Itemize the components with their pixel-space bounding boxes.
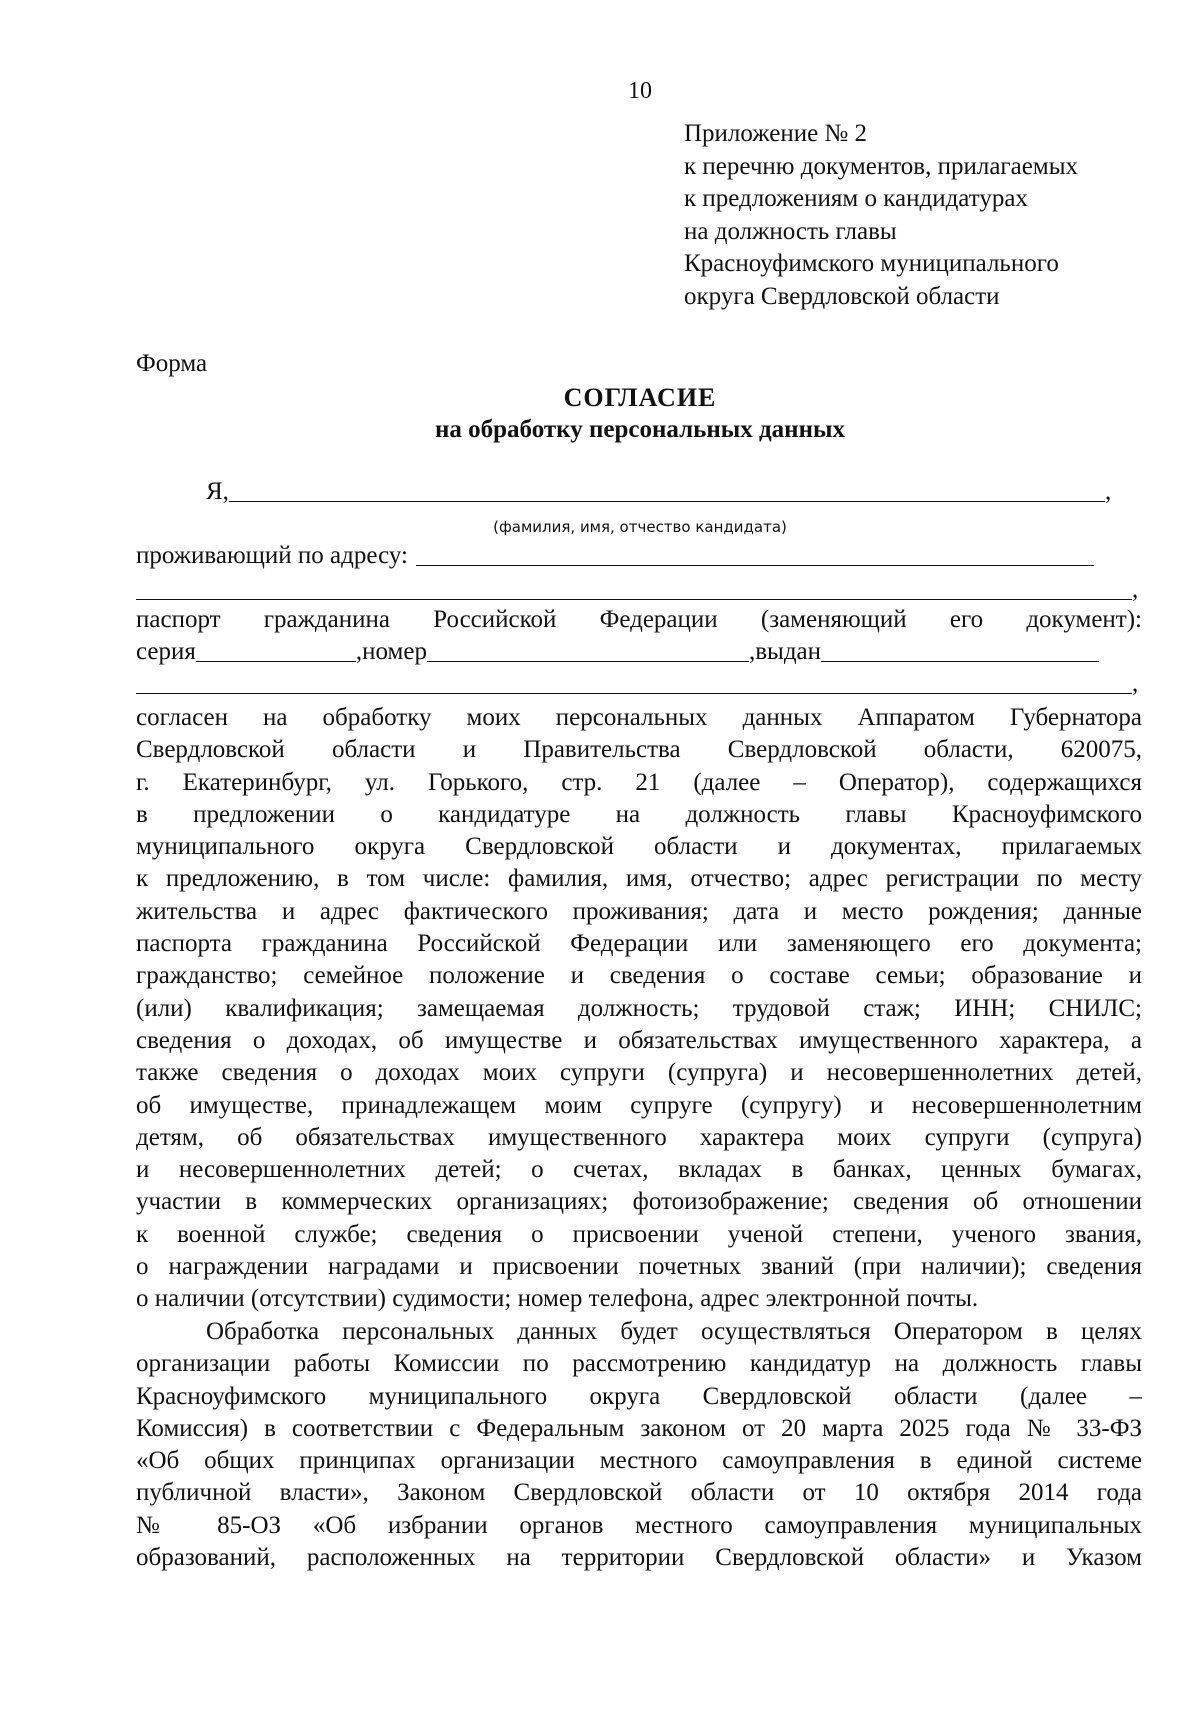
name-line	[206, 478, 1111, 506]
text-line: (или) квалификация; замещаемая должность; трудовой стаж; ИНН; СНИЛС;	[136, 994, 1142, 1022]
comma: ,	[1104, 478, 1112, 505]
appendix-line: к перечню документов, прилагаемых	[684, 152, 1078, 180]
passport-line: паспорт гражданина Российской Федерации (заменяющий его документ):	[136, 606, 1142, 633]
text-line: и несовершеннолетних детей; о счетах, вкладах в банках, ценных бумагах,	[136, 1156, 1142, 1184]
appendix-line: к предложениям о кандидатурах	[684, 185, 1028, 212]
text-line: участии в коммерческих организациях; фотоизображение; сведения об отношении	[136, 1188, 1142, 1216]
address-line-2	[136, 576, 1138, 604]
address-field-2[interactable]	[136, 577, 1132, 600]
text-line: гражданство; семейное положение и сведения о составе семьи; образование и	[136, 962, 1142, 990]
form-label: Форма	[136, 350, 208, 377]
number-label: ,номер	[355, 638, 427, 665]
text-line: паспорта гражданина Российской Федерации или заменяющего его документа;	[136, 930, 1142, 958]
appendix-header	[684, 118, 1078, 313]
page-number: 10	[628, 78, 652, 104]
appendix-line: на должность главы	[684, 217, 897, 245]
text-line: об имуществе, принадлежащем моим супруге (супругу) и несовершеннолетним	[136, 1091, 1142, 1119]
text-line: в предложении о кандидатуре на должность главы Красноуфимского	[136, 800, 1142, 828]
passport-details-line	[136, 638, 1099, 666]
consent-paragraph	[136, 702, 1142, 1316]
text-line: Комиссия) в соответствии с Федеральным законом от 20 марта 2025 года № 33-ФЗ	[136, 1414, 1142, 1442]
text-line: Красноуфимского муниципального округа Свердловской области (далее –	[136, 1382, 1142, 1410]
text-line: к предложению, в том числе: фамилия, имя, отчество; адрес регистрации по месту	[136, 865, 1142, 893]
issued-field-2[interactable]	[136, 671, 1132, 694]
address-field[interactable]	[416, 543, 1094, 566]
comma: ,	[1132, 576, 1139, 603]
appendix-line: Приложение № 2	[684, 120, 868, 147]
text-line: образований, расположенных на территории Свердловской области» и Указом	[136, 1544, 1142, 1572]
text-line: о наличии (отсутствии) судимости; номер телефона, адрес электронной почты.	[136, 1285, 979, 1313]
comma: ,	[1132, 670, 1139, 697]
text-line: согласен на обработку моих персональных данных Аппаратом Губернатора	[136, 704, 1142, 731]
text-line: о награждении наградами и присвоении почетных званий (при наличии); сведения	[136, 1253, 1142, 1281]
text-line: сведения о доходах, об имуществе и обязательствах имущественного характера, а	[136, 1026, 1142, 1054]
text-line: детям, об обязательствах имущественного характера моих супруги (супруга)	[136, 1123, 1142, 1151]
text-line: «Об общих принципах организации местного самоуправления в единой системе	[136, 1447, 1142, 1475]
text-line: Обработка персональных данных будет осуществляться Оператором в целях	[206, 1318, 1142, 1345]
name-field[interactable]	[229, 479, 1105, 502]
issued-label: ,выдан	[748, 638, 822, 665]
address-line	[136, 542, 1094, 570]
appendix-line: Красноуфимского муниципального	[684, 250, 1059, 277]
text-line: жительства и адрес фактического проживания; дата и место рождения; данные	[136, 897, 1142, 925]
text-line: также сведения о доходах моих супруги (супруга) и несовершеннолетних детей,	[136, 1059, 1142, 1087]
text-line: к военной службе; сведения о присвоении ученой степени, ученого звания,	[136, 1220, 1142, 1248]
text-line: г. Екатеринбург, ул. Горького, стр. 21 (далее – Оператор), содержащихся	[136, 768, 1142, 796]
text-line: № 85-ОЗ «Об избрании органов местного самоуправления муниципальных	[136, 1511, 1142, 1539]
name-hint: (фамилия, имя, отчество кандидата)	[493, 518, 787, 536]
series-field[interactable]	[196, 639, 356, 662]
series-label: серия	[136, 638, 196, 665]
issued-field[interactable]	[821, 639, 1099, 662]
issued-line-2	[136, 670, 1138, 698]
address-label: проживающий по адресу:	[136, 542, 408, 569]
text-line: организации работы Комиссии по рассмотрению кандидатур на должность главы	[136, 1350, 1142, 1378]
document-title: СОГЛАСИЕ	[563, 383, 717, 412]
text-line: публичной власти», Законом Свердловской области от 10 октября 2014 года	[136, 1479, 1142, 1507]
appendix-line: округа Свердловской области	[684, 282, 1000, 310]
document-subtitle: на обработку персональных данных	[435, 416, 845, 443]
text-line: Свердловской области и Правительства Свердловской области, 620075,	[136, 736, 1142, 764]
text-line: муниципального округа Свердловской области и документах, прилагаемых	[136, 833, 1142, 861]
processing-paragraph	[136, 1316, 1142, 1574]
ya-label: Я,	[206, 478, 229, 505]
number-field[interactable]	[427, 639, 749, 662]
